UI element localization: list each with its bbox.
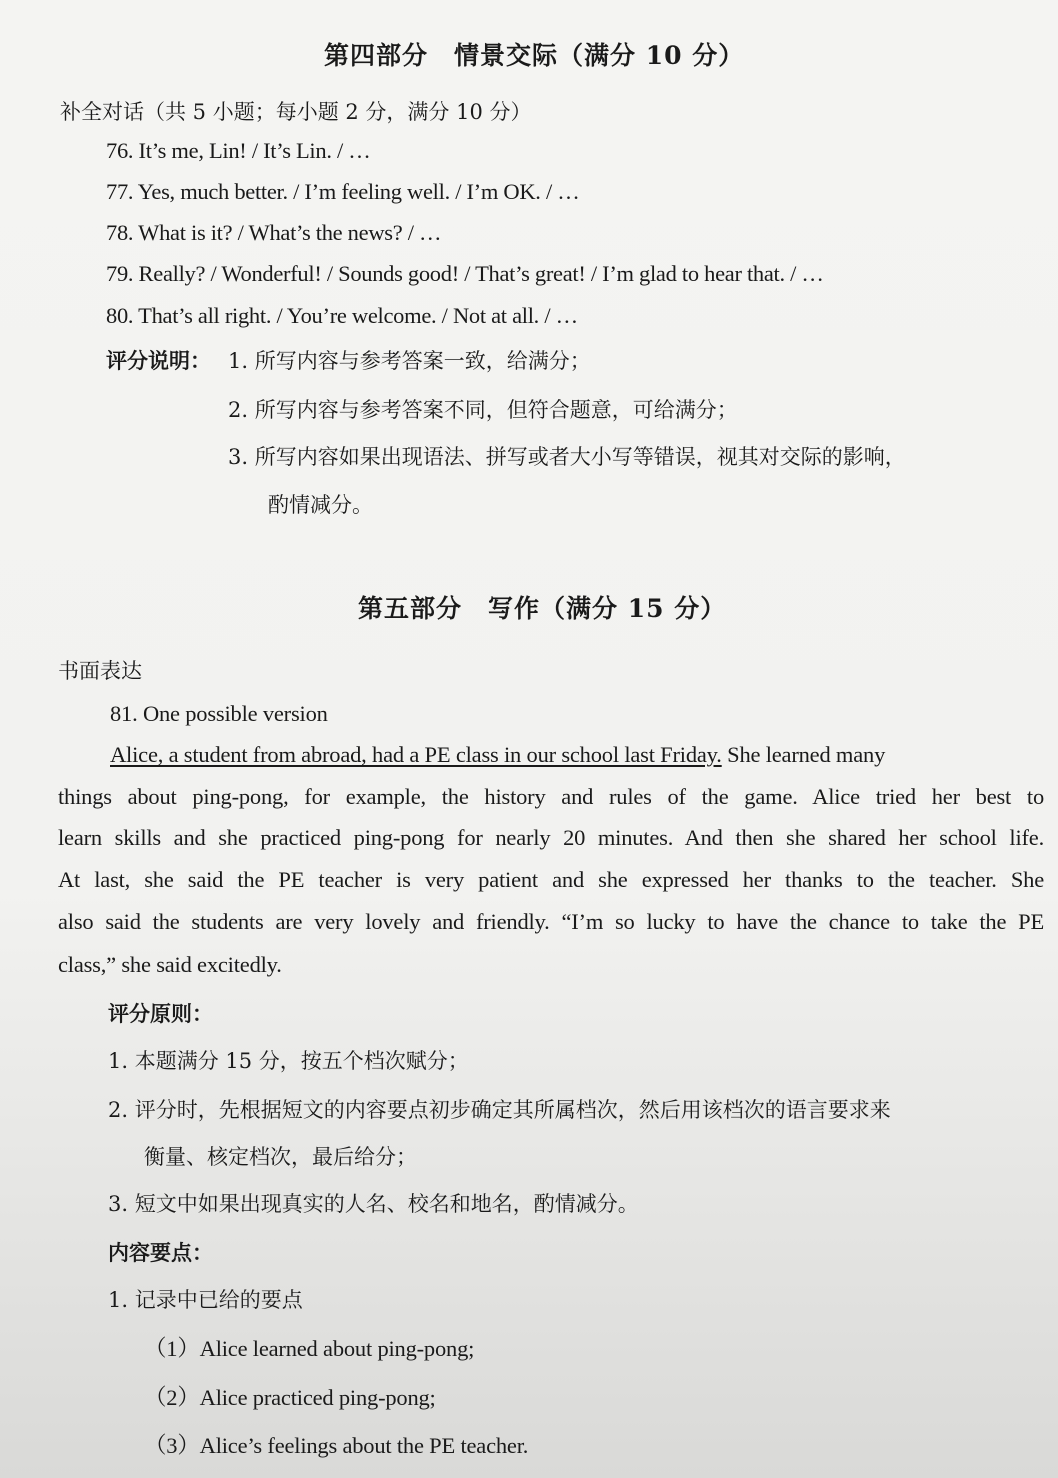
essay-line-3: learn skills and she practiced ping-pong for nearly 20 minutes. And then she shared her school life. [58, 825, 1044, 850]
answer-78: 78. What is it? / What’s the news? / … [106, 220, 442, 245]
scoring-item-1: 1. 所写内容与参考答案一致，给满分； [228, 349, 591, 373]
scoring-item-3: 3. 所写内容如果出现语法、拼写或者大小写等错误，视其对交际的影响， [228, 445, 906, 469]
content-point-3: （3）Alice’s feelings about the PE teacher. [144, 1433, 529, 1458]
content-label: 内容要点： [108, 1240, 213, 1265]
content-point-2: （2）Alice practiced ping-pong; [144, 1385, 436, 1410]
part5-title: 第五部分 写作（满分 15 分） [358, 594, 727, 623]
essay-line-1-rest: She learned many [721, 742, 886, 767]
principles-label: 评分原则： [108, 1001, 213, 1026]
scoring-item-2: 2. 所写内容与参考答案不同，但符合题意，可给满分； [228, 398, 738, 422]
content-item-1: 1. 记录中已给的要点 [108, 1288, 303, 1312]
answer-76: 76. It’s me, Lin! / It’s Lin. / … [106, 138, 371, 163]
answer-77: 77. Yes, much better. / I’m feeling well. / I’m OK. / … [106, 179, 580, 204]
principle-2-cont: 衡量、核定档次，最后给分； [144, 1145, 417, 1169]
essay-line-2: things about ping-pong, for example, the history and rules of the game. Alice tried her best to [58, 784, 1044, 809]
essay-underlined-sentence: Alice, a student from abroad, had a PE class in our school last Friday. [110, 742, 722, 767]
scoring-label: 评分说明： [106, 348, 211, 373]
essay-line-1 [110, 742, 1044, 768]
part5-subtitle: 书面表达 [58, 659, 142, 683]
answer-79: 79. Really? / Wonderful! / Sounds good! / That’s great! / I’m glad to hear that. / … [106, 261, 824, 286]
principle-1: 1. 本题满分 15 分，按五个档次赋分； [108, 1049, 469, 1073]
essay-line-4: At last, she said the PE teacher is very patient and she expressed her thanks to the teacher. She [58, 867, 1044, 892]
content-point-1: （1）Alice learned about ping-pong; [144, 1336, 475, 1361]
scoring-item-3-cont: 酌情减分。 [268, 493, 373, 517]
part4-instruction: 补全对话（共 5 小题；每小题 2 分，满分 10 分） [60, 100, 532, 124]
principle-2: 2. 评分时，先根据短文的内容要点初步确定其所属档次，然后用该档次的语言要求来 [108, 1098, 891, 1122]
principle-3: 3. 短文中如果出现真实的人名、校名和地名，酌情减分。 [108, 1192, 639, 1216]
essay-line-5: also said the students are very lovely and friendly. “I’m so lucky to have the chance to take the PE [58, 909, 1044, 934]
part4-title: 第四部分 情景交际（满分 10 分） [324, 41, 745, 70]
answer-80: 80. That’s all right. / You’re welcome. / Not at all. / … [106, 303, 578, 328]
essay-line-6: class,” she said excitedly. [58, 952, 282, 977]
item-81: 81. One possible version [110, 701, 328, 726]
